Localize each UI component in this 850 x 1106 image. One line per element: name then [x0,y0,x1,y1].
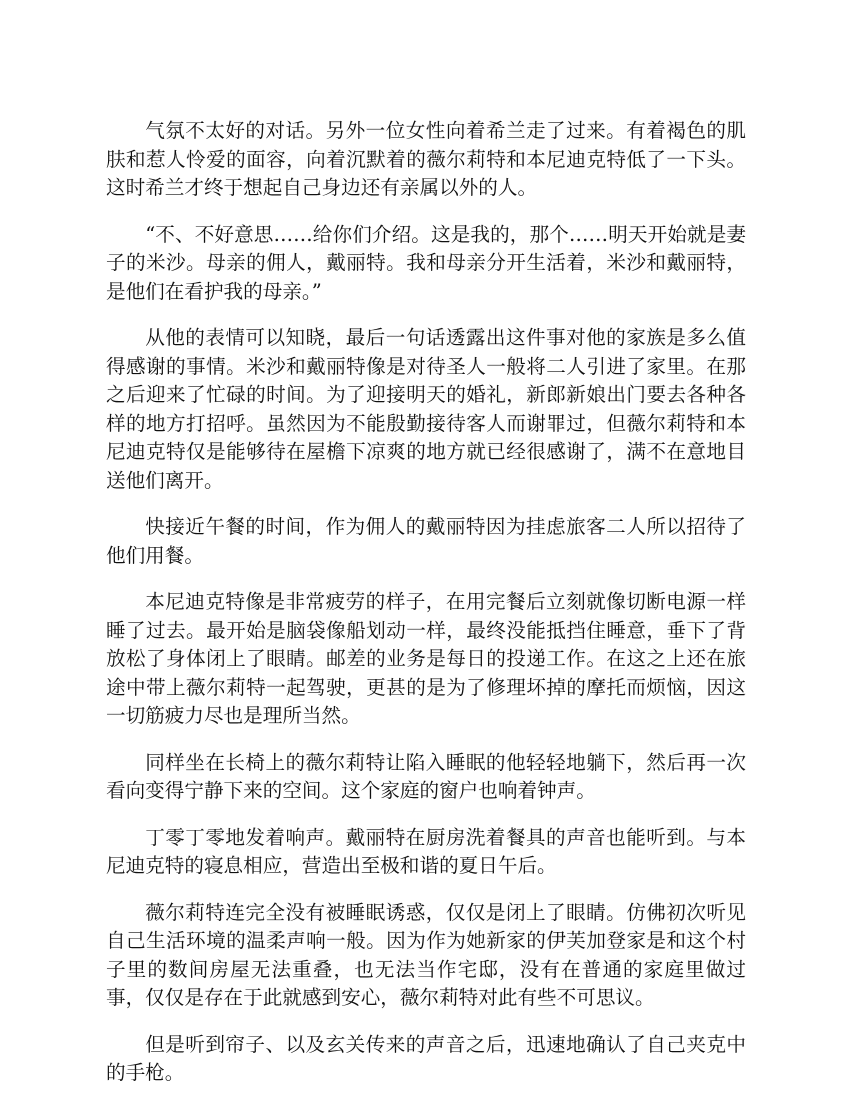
paragraph-7: 丁零丁零地发着响声。戴丽特在厨房洗着餐具的声音也能听到。与本尼迪克特的寝息相应，营造出至极和谐的夏日午后。 [106,825,746,877]
paragraph-8: 薇尔莉特连完全没有被睡眠诱惑，仅仅是闭上了眼睛。仿佛初次听见自己生活环境的温柔声响一般。因为作为她新家的伊芙加登家是和这个村子里的数间房屋无法重叠，也无法当作宅邸，没有在普通的家庭里做过事，仅仅是存在于此就感到安心，薇尔莉特对此有些不可思议。 [106,900,746,1009]
paragraph-5: 本尼迪克特像是非常疲劳的样子，在用完餐后立刻就像切断电源一样睡了过去。最开始是脑袋像船划动一样，最终没能抵挡住睡意，垂下了背放松了身体闭上了眼睛。邮差的业务是每日的投递工作。在这之上还在旅途中带上薇尔莉特一起驾驶，更甚的是为了修理坏掉的摩托而烦恼，因这一切筋疲力尽也是理所当然。 [106,590,746,727]
paragraph-6: 同样坐在长椅上的薇尔莉特让陷入睡眠的他轻轻地躺下，然后再一次看向变得宁静下来的空间。这个家庭的窗户也响着钟声。 [106,750,746,802]
paragraph-3: 从他的表情可以知晓，最后一句话透露出这件事对他的家族是多么值得感谢的事情。米沙和戴丽特像是对待圣人一般将二人引进了家里。在那之后迎来了忙碌的时间。为了迎接明天的婚礼，新郎新娘出门要去各种各样的地方打招呼。虽然因为不能殷勤接待客人而谢罪过，但薇尔莉特和本尼迪克特仅是能够待在屋檐下凉爽的地方就已经很感谢了，满不在意地目送他们离开。 [106,326,746,492]
paragraph-1: 气氛不太好的对话。另外一位女性向着希兰走了过来。有着褐色的肌肤和惹人怜爱的面容，向着沉默着的薇尔莉特和本尼迪克特低了一下头。这时希兰才终于想起自己身边还有亲属以外的人。 [106,119,746,199]
document-page [106,117,746,1106]
paragraph-9: 但是听到帘子、以及玄关传来的声音之后，迅速地确认了自己夹克中的手枪。 [106,1032,746,1084]
paragraph-2: “不、不好意思……给你们介绍。这是我的，那个……明天开始就是妻子的米沙。母亲的佣人，戴丽特。我和母亲分开生活着，米沙和戴丽特，是他们在看护我的母亲。” [106,222,746,303]
paragraph-4: 快接近午餐的时间，作为佣人的戴丽特因为挂虑旅客二人所以招待了他们用餐。 [106,515,746,567]
